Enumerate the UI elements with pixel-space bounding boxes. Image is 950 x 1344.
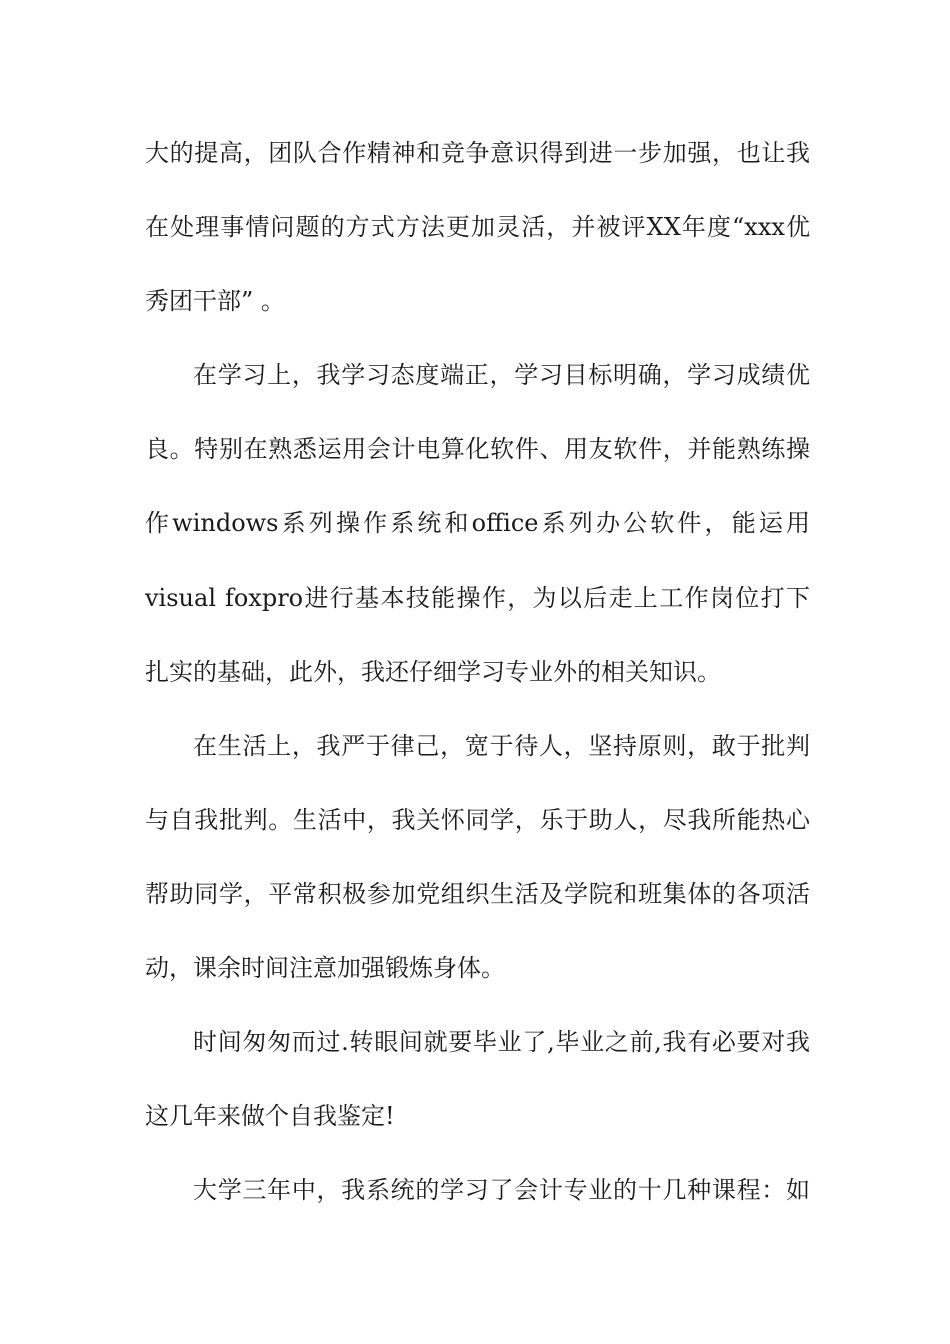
text-line: 与自我批判。生活中，我关怀同学，乐于助人，尽我所能热心 xyxy=(145,805,810,834)
paragraph-first-line: 大学三年中，我系统的学习了会计专业的十几种课程：如 xyxy=(193,1176,810,1205)
text-line: 动，课余时间注意加强锻炼身体。 xyxy=(145,954,505,983)
paragraph-first-line: 时间匆匆而过.转眼间就要毕业了,毕业之前,我有必要对我 xyxy=(193,1028,810,1057)
paragraph-first-line: 在学习上，我学习态度端正，学习目标明确，学习成绩优 xyxy=(193,361,810,390)
text-line: 秀团干部” 。 xyxy=(145,287,285,316)
text-line: 在处理事情问题的方式方法更加灵活，并被评XX年度“xxx优 xyxy=(145,213,810,242)
text-line: visual foxpro进行基本技能操作，为以后走上工作岗位打下 xyxy=(145,583,810,612)
document-body xyxy=(145,131,810,1242)
text-line: 良。特别在熟悉运用会计电算化软件、用友软件，并能熟练操 xyxy=(145,435,810,464)
text-line: 大的提高，团队合作精神和竞争意识得到进一步加强，也让我 xyxy=(145,139,810,167)
text-line: 作windows系列操作系统和office系列办公软件，能运用 xyxy=(145,509,810,538)
text-line: 扎实的基础，此外，我还仔细学习专业外的相关知识。 xyxy=(145,657,721,686)
text-line: 帮助同学，平常积极参加党组织生活及学院和班集体的各项活 xyxy=(145,879,810,908)
paragraph-first-line: 在生活上，我严于律己，宽于待人，坚持原则，敢于批判 xyxy=(193,731,810,760)
text-line: 这几年来做个自我鉴定! xyxy=(145,1102,395,1131)
